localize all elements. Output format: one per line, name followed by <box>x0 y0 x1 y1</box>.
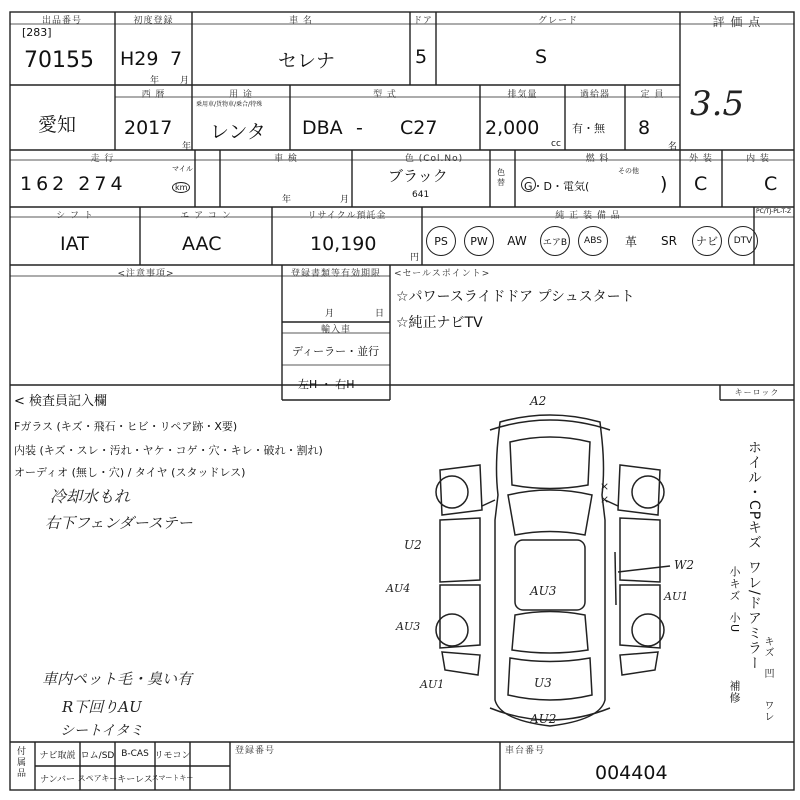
handwritten-note-1: 冷却水もれ <box>50 487 131 506</box>
footer-cell-nav-manual: ナビ取説 <box>39 750 76 761</box>
header-recycle: リサイクル預託金 <box>307 211 387 221</box>
equipment-item: SR <box>661 234 677 248</box>
grade: S <box>535 46 548 68</box>
mark-au1-right: AU1 <box>664 590 689 603</box>
header-mileage: 走 行 <box>90 154 115 164</box>
interior-grade: C <box>764 173 778 195</box>
fuel-type: G・D・電気( <box>524 180 590 193</box>
fuel-close: ) <box>660 173 668 195</box>
side-note-col2c: 補修 <box>728 680 741 704</box>
handwritten-note-3: 車内ペット毛・臭い有 <box>42 670 193 688</box>
cc-unit: cc <box>551 139 561 149</box>
header-inspection: 車 検 <box>274 154 298 164</box>
side-note-col2b: 小U <box>728 612 741 634</box>
lot-number: 70155 <box>24 48 94 73</box>
footer-side-label: 付属品 <box>15 746 25 779</box>
shift: IAT <box>60 233 89 255</box>
footer-cell-smart-key: スマートキー <box>151 774 194 782</box>
mark-au4: AU4 <box>386 582 411 595</box>
steering: 左H ・ 右H <box>298 378 355 391</box>
color-change: 色替 <box>497 168 505 187</box>
insp-month: 月 <box>340 195 350 205</box>
turbo: 有・無 <box>572 122 605 135</box>
chassis-number: 004404 <box>595 762 668 784</box>
sales-point-2: ☆純正ナビTV <box>396 315 483 331</box>
model-year: 2017 <box>124 117 173 139</box>
header-shift: シ フ ト <box>56 211 94 221</box>
first-reg-era: H29 <box>120 48 159 70</box>
km-label: km <box>172 182 190 193</box>
header-notes: <注意事項> <box>117 269 175 279</box>
model-code: C27 <box>400 117 438 139</box>
header-rating: 評 価 点 <box>712 15 762 29</box>
first-reg-month: 7 <box>170 48 183 70</box>
header-aircon: エ ア コ ン <box>180 211 232 221</box>
header-displacement: 排気量 <box>507 90 538 100</box>
header-purpose: 用 途 <box>229 90 253 100</box>
handwritten-note-5: シートイタミ <box>60 723 144 739</box>
equipment-item: ABS <box>578 226 608 256</box>
equipment-item: 革 <box>624 234 637 249</box>
mark-xx: ×× <box>598 480 611 506</box>
header-inspector: < 検査員記入欄 <box>14 394 108 409</box>
side-note-col1: ホイル・CPキズ <box>746 440 762 551</box>
header-capacity: 定 員 <box>640 90 665 100</box>
header-model-year: 西 暦 <box>141 90 166 100</box>
footer-cell-number: ナンバー <box>40 774 75 785</box>
car-diagram <box>420 400 680 742</box>
dealer-parallel: ディーラー・並行 <box>292 345 380 358</box>
mark-au1-left: AU1 <box>420 678 445 691</box>
handwritten-note-2: 右下フェンダーステー <box>45 514 193 532</box>
header-keylock: キーロック <box>734 388 780 397</box>
mark-au2: AU2 <box>530 712 557 726</box>
header-chassis: 車台番号 <box>505 746 546 756</box>
header-reg-number: 登録番号 <box>235 746 276 756</box>
fuel-g-circle <box>521 177 536 192</box>
model-dash: - <box>356 117 363 139</box>
equipment-item: PS <box>426 226 456 256</box>
recycle-fee: 10,190 <box>310 233 377 255</box>
year-label: 年 <box>150 76 160 86</box>
mile-label: マイル <box>172 165 193 173</box>
header-equipment: 純 正 装 備 品 <box>555 211 621 221</box>
footer-cell-keyless: キーレス <box>117 774 153 785</box>
yen-unit: 円 <box>410 253 420 263</box>
mark-a2-top: A2 <box>530 394 547 408</box>
mark-u3: U3 <box>534 676 552 690</box>
equipment-item: エアB <box>540 226 570 256</box>
aircon: AAC <box>182 233 222 255</box>
header-exterior: 外 装 <box>689 154 713 164</box>
mark-au3-center: AU3 <box>530 584 557 598</box>
equipment-item: AW <box>507 234 527 248</box>
reg-day: 日 <box>375 309 385 319</box>
reg-month: 月 <box>325 309 335 319</box>
exterior-grade: C <box>694 173 708 195</box>
header-registration: 登録書類等有効期限 <box>290 269 381 279</box>
mileage: 162 274 <box>20 173 127 195</box>
inspector-line-2: 内装 (キズ・スレ・汚れ・ヤケ・コゲ・穴・キレ・破れ・割れ) <box>14 444 323 457</box>
header-import: 輸入車 <box>320 325 351 335</box>
sales-point-1: ☆パワースライドドア プシュスタート <box>396 289 635 305</box>
footer-cell-spare-key: スペアキー <box>77 773 118 783</box>
color-code: 641 <box>412 190 430 200</box>
displacement: 2,000 <box>485 117 540 139</box>
month-label: 月 <box>180 76 190 86</box>
header-grade: グレード <box>537 16 578 26</box>
equipment-item: PW <box>464 226 494 256</box>
side-note-col3b: 凹 <box>762 668 773 679</box>
door-count: 5 <box>415 46 428 68</box>
car-name: セレナ <box>278 50 336 72</box>
equipment-item: DTV <box>728 226 758 256</box>
footer-cell-rom-sd: ロム/SD <box>80 750 115 761</box>
mark-au3-left: AU3 <box>396 620 421 633</box>
purpose: レンタ <box>210 121 266 143</box>
header-interior: 内 装 <box>746 154 770 164</box>
header-color: 色 (Col.No) <box>404 154 464 164</box>
handwritten-note-4: R下回りAU <box>62 698 142 716</box>
region-code: [283] <box>22 26 52 39</box>
header-turbo: 過給器 <box>579 90 610 100</box>
fuel-other: その他 <box>618 167 639 175</box>
model-year-unit: 年 <box>182 142 192 152</box>
insp-year: 年 <box>282 195 292 205</box>
side-note-col3c: ワレ <box>762 700 773 722</box>
equipment-code: PC/TJ-PL-T-Z <box>756 208 792 215</box>
rating-score: 3.5 <box>690 84 745 124</box>
purpose-sub: 乗用車/貨物車/乗合/特殊 <box>196 101 263 108</box>
mark-u2: U2 <box>404 538 422 552</box>
inspector-line-3: オーディオ (無し・穴) / タイヤ (スタッドレス) <box>14 466 246 479</box>
prefecture: 愛知 <box>38 114 77 136</box>
header-lot: 出品番号 <box>41 16 82 26</box>
header-fuel: 燃 料 <box>585 154 610 164</box>
footer-cell-remote: リモコン <box>154 750 191 761</box>
header-doors: ドア <box>413 16 433 26</box>
side-note-col3: キズ <box>762 636 773 658</box>
color-name: ブラック <box>388 167 448 185</box>
equipment-item: ナビ <box>692 226 722 256</box>
footer-cell-bcas: B-CAS <box>121 749 149 759</box>
header-car-name: 車 名 <box>289 16 313 26</box>
header-sales-points: <セールスポイント> <box>394 269 491 279</box>
model-prefix: DBA <box>302 117 343 139</box>
header-first-reg: 初度登録 <box>133 16 174 26</box>
inspector-line-1: Fガラス (キズ・飛石・ヒビ・リペア跡・X要) <box>14 420 238 433</box>
capacity-unit: 名 <box>668 142 678 152</box>
side-note-col1b: ワレ/ドアミラー <box>746 560 762 671</box>
header-model: 型 式 <box>373 90 397 100</box>
side-note-col2: 小キズ <box>728 566 741 602</box>
capacity: 8 <box>638 117 651 139</box>
mark-w2: W2 <box>674 558 694 572</box>
